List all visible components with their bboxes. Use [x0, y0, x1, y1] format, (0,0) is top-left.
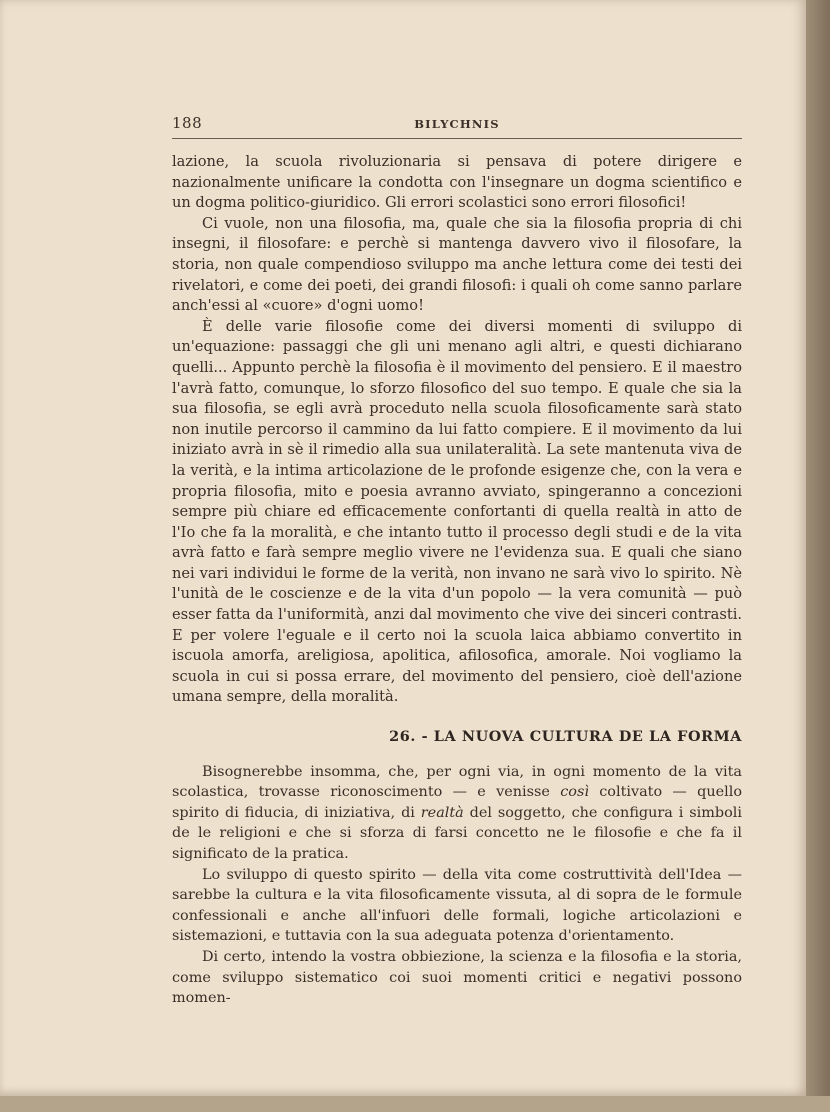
section-heading: 26. - LA NUOVA CULTURA DE LA FORMA: [389, 728, 742, 746]
emphasis-text: così: [560, 784, 589, 801]
running-head: BILYCHNIS: [414, 117, 500, 131]
paragraph: lazione, la scuola rivoluzionaria si pensava di potere dirigere e nazionalmente unificare la condotta con l'insegnare un dogma scientifico e un dogma politico-giuridico. Gli errori scolastici sono errori filosofici!: [172, 153, 742, 212]
paragraph: Lo sviluppo di questo spirito — della vita come costruttività dell'Idea — sarebbe la cultura e la vita filosoficamente vissuta, al di sopra de le formule confessionali e anche all'infuori delle formali, logiche articolazioni e sistemazioni, e tuttavia con la sua adeguata potenza d'orientamento.: [172, 866, 742, 945]
section-body: [172, 762, 742, 1009]
paragraph-text: coltivato — quello spirito di fiducia, di iniziativa, di: [172, 784, 742, 821]
page-edge: [806, 0, 830, 1112]
paragraph: Di certo, intendo la vostra obbiezione, la scienza e la filosofia e la storia, come sviluppo sistematico coi suoi momenti critici e negativi possono momen-: [172, 948, 742, 1007]
paragraph: [172, 762, 742, 865]
page-bottom-edge: [0, 1096, 830, 1112]
emphasis-text: realtà: [420, 804, 464, 821]
paragraph-text: Bisognerebbe insomma, che, per ogni via, in ogni momento de la vita scolastica, trovasse riconoscimento — e venisse: [172, 763, 742, 801]
paragraph: Ci vuole, non una filosofia, ma, quale che sia la filosofia propria di chi insegni, il filosofare: e perchè si mantenga davvero vivo il filosofare, la storia, non quale compendioso sviluppo ma anche lettura come dei testi dei rivelatori, e come dei poeti, dei grandi filosofi: i quali oh come sanno parlare anch'essi al «cuore» d'ogni uomo!: [172, 214, 742, 315]
page-number: 188: [172, 114, 203, 132]
paragraph-text: del soggetto, che configura i simboli de le religioni e che si sforza di farsi concetto ne le filosofie e che fa il significato de la pratica.: [172, 804, 742, 862]
paragraph: È delle varie filosofie come dei diversi momenti di sviluppo di un'equazione: passaggi che gli uni menano agli altri, e questi dichiarano quelli... Appunto perchè la filosofia è il movimento del pensiero. E il maestro l'avrà fatto, comunque, lo sforzo filosofico del suo tempo. E quale che sia la sua filosofia, se egli avrà proceduto nella scuola filosoficamente sarà stato non inutile percorso il cammino da lui fatto compiere. E il movimento da lui iniziato avrà in sè il rimedio alla sua unilateralità. La sete mantenuta viva de la verità, e la intima articolazione de le profonde esigenze che, con la vera e propria filosofia, mito e poesia avranno avviato, spingeranno a concezioni sempre più chiare ed efficacemente confortanti di quella realtà in atto de l'Io che fa la moralità, e che intanto tutto il processo degli studi e de la vita avrà fatto e farà sempre meglio vivere ne l'evidenza sua. E quali che siano nei vari individui le forme de la verità, non invano ne sarà vivo lo spirito. Nè l'unità de le coscienze e de la vita d'un popolo — la vera comunità — può esser fatta da l'uniformità, anzi dal movimento che vive dei sinceri contrasti. E per volere l'eguale e il certo noi la scuola laica abbiamo convertito in iscuola amorfa, areligiosa, apolitica, afilosofica, amorale. Noi vogliamo la scuola in cui si possa errare, del movimento del pensiero, cioè dell'azione umana sempre, della moralità.: [172, 317, 742, 706]
body-text: [172, 152, 742, 1009]
page-header: [172, 114, 742, 139]
